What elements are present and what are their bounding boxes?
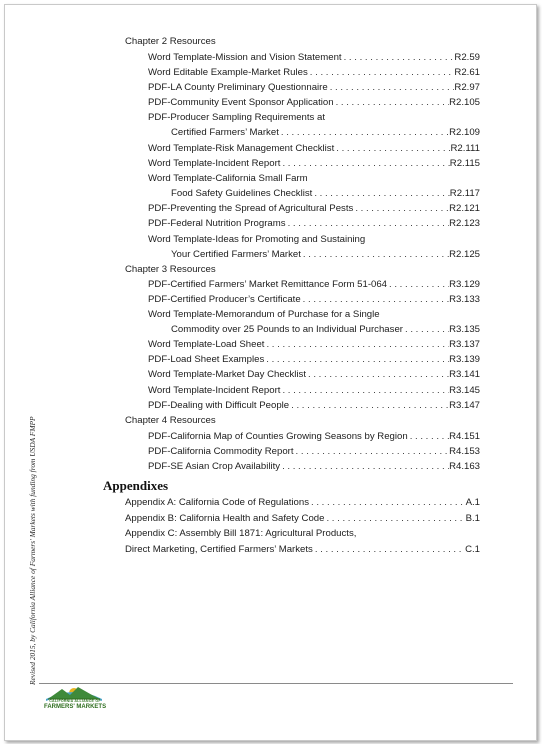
appendix-entry-line1[interactable]: Appendix C: Assembly Bill 1871: Agricultural Products, — [125, 528, 357, 539]
toc-entry[interactable]: Word Template-Risk Management Checklist . . . R2.111 — [148, 141, 480, 156]
toc-entry[interactable]: Word Template-Mission and Vision Statement . . . R2.59 — [148, 50, 480, 65]
toc-entry-line1[interactable]: Word Template-Ideas for Promoting and Sustaining — [148, 234, 366, 245]
toc-entry-line2[interactable]: Your Certified Farmers’ Market . . . R2.125 — [171, 247, 480, 262]
toc-entry[interactable]: PDF-LA County Preliminary Questionnaire . . . R2.97 — [148, 80, 480, 95]
logo-text-line2: FARMERS' MARKETS — [44, 704, 107, 710]
logo-text-line1: CALIFORNIA ALLIANCE OF — [49, 699, 101, 703]
toc-entry-line2[interactable]: Food Safety Guidelines Checklist . . . R2.117 — [171, 186, 480, 201]
toc-entry-line1[interactable]: Word Template-California Small Farm — [148, 173, 308, 184]
toc-entry[interactable]: Word Template-Incident Report . . . R2.115 — [148, 156, 480, 171]
toc-entry-line2[interactable]: Certified Farmers’ Market . . . R2.109 — [171, 125, 480, 140]
toc-entry[interactable]: PDF-Certified Producer’s Certificate . . . R3.133 — [148, 292, 480, 307]
chapter-4-title: Chapter 4 Resources — [125, 415, 216, 426]
toc-entry[interactable]: Word Editable Example-Market Rules . . . R2.61 — [148, 65, 480, 80]
appendix-entry[interactable]: Appendix B: California Health and Safety Code . . . B.1 — [125, 511, 480, 526]
toc-entry[interactable]: PDF-Certified Farmers’ Market Remittance Form 51-064 . . . R3.129 — [148, 277, 480, 292]
toc-entry[interactable]: PDF-Load Sheet Examples . . . R3.139 — [148, 352, 480, 367]
toc-entry[interactable]: PDF-Community Event Sponsor Application . . . R2.105 — [148, 95, 480, 110]
toc-entry[interactable]: Word Template-Load Sheet . . . R3.137 — [148, 337, 480, 352]
appendix-entry-line2[interactable]: Direct Marketing, Certified Farmers’ Markets . . . C.1 — [125, 542, 480, 557]
toc-entry[interactable]: PDF-Preventing the Spread of Agricultural Pests . . . R2.121 — [148, 201, 480, 216]
chapter-3-title: Chapter 3 Resources — [125, 264, 216, 275]
footer-divider — [39, 683, 513, 684]
toc-entry[interactable]: PDF-California Commodity Report . . . R4.153 — [148, 444, 480, 459]
toc-entry[interactable]: PDF-SE Asian Crop Availability . . . R4.163 — [148, 459, 480, 474]
chapter-2-title: Chapter 2 Resources — [125, 36, 216, 47]
revision-note: Revised 2015, by California Alliance of Farmers' Markets with funding from USDA FMPP — [28, 416, 37, 685]
toc-entry[interactable]: PDF-Federal Nutrition Programs . . . R2.123 — [148, 216, 480, 231]
toc-entry-line1[interactable]: Word Template-Memorandum of Purchase for a Single — [148, 309, 380, 320]
toc-entry[interactable]: PDF-Dealing with Difficult People . . . R3.147 — [148, 398, 480, 413]
toc-entry-line2[interactable]: Commodity over 25 Pounds to an Individual Purchaser . . . R3.135 — [171, 322, 480, 337]
toc-entry-line1[interactable]: PDF-Producer Sampling Requirements at — [148, 112, 326, 123]
toc-entry[interactable]: Word Template-Incident Report . . . R3.145 — [148, 383, 480, 398]
appendixes-heading: Appendixes — [103, 478, 169, 493]
toc-entry[interactable]: PDF-California Map of Counties Growing Seasons by Region . . . R4.151 — [148, 429, 480, 444]
appendix-entry[interactable]: Appendix A: California Code of Regulations . . . A.1 — [125, 495, 480, 510]
toc-entry[interactable]: Word Template-Market Day Checklist . . . R3.141 — [148, 367, 480, 382]
